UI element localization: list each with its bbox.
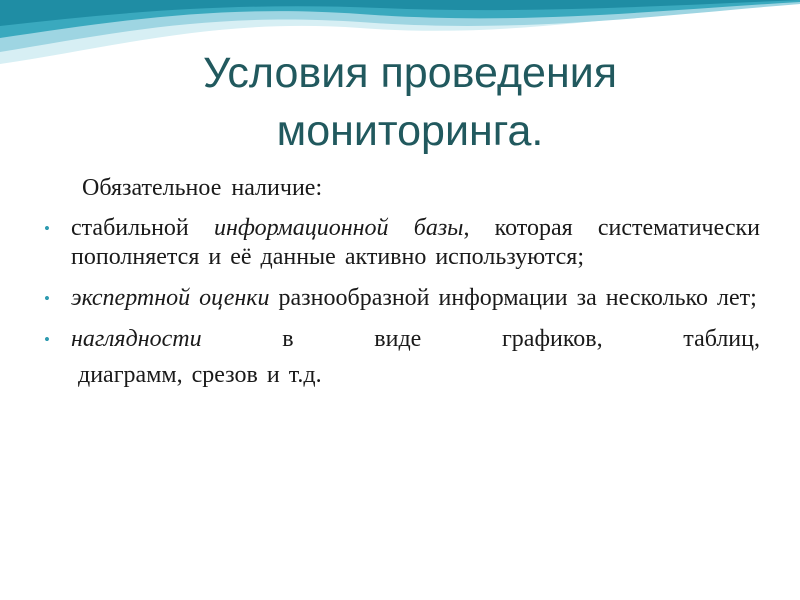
slide-title	[60, 44, 760, 160]
title-line-2: мониторинга.	[276, 107, 544, 155]
bullet-2-italic: экспертной оценки	[71, 285, 270, 311]
bullet-3-line-1	[71, 325, 760, 354]
bullet-3-continuation: диаграмм, срезов и т.д.	[78, 362, 322, 388]
bullet-3-italic: наглядности	[71, 326, 202, 352]
title-line-1: Условия проведения	[202, 49, 618, 97]
bullet-icon: •	[44, 330, 50, 349]
bullet-item-information-base	[44, 214, 760, 272]
bullet-item-visual-clarity	[44, 325, 760, 390]
bullet-2-rest: разнообразной информации за несколько лет;	[269, 285, 757, 311]
bullet-1-rest: , которая систематически пополняется и её данные активно используются;	[71, 215, 761, 270]
bullet-icon: •	[44, 219, 50, 238]
bullet-item-expert-assessment	[44, 284, 760, 313]
slide-body	[44, 172, 760, 402]
intro-text: Обязательное наличие:	[82, 175, 323, 201]
bullet-3-rest: в виде графиков, таблиц,	[201, 326, 760, 352]
bullet-1-text: стабильной	[71, 215, 189, 241]
bullet-icon: •	[44, 289, 50, 308]
bullet-1-italic: информационной базы	[213, 215, 464, 241]
